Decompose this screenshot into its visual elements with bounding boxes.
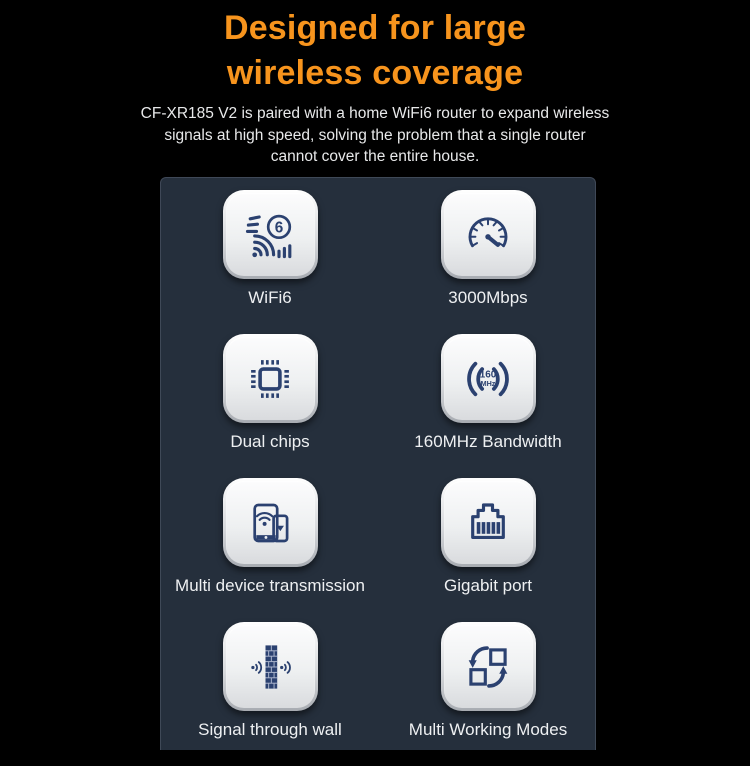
feature-cell-working-modes	[379, 622, 597, 766]
description-line-3: cannot cover the entire house.	[270, 148, 480, 165]
feature-label: WiFi6	[248, 288, 292, 307]
feature-cell-gigabit-port	[379, 478, 597, 622]
title-line-2: wireless coverage	[226, 54, 524, 92]
tile-face	[226, 481, 315, 564]
tile-face	[444, 625, 533, 708]
feature-label: 160MHz Bandwidth	[414, 432, 562, 451]
feature-label: Signal through wall	[198, 720, 342, 739]
feature-tile-160mhz	[441, 334, 536, 423]
bandwidth-icon	[460, 352, 516, 406]
svg-text:160: 160	[479, 369, 497, 381]
feature-tile-dual-chips	[223, 334, 318, 423]
feature-tile-through-wall	[223, 622, 318, 711]
feature-cell-dual-chips	[161, 334, 379, 478]
feature-label: Dual chips	[230, 432, 310, 451]
description-line-2: signals at high speed, solving the problem that a single router	[164, 126, 586, 144]
feature-label: 3000Mbps	[448, 288, 528, 307]
page-description	[0, 103, 750, 168]
feature-tile-3000mbps	[441, 190, 536, 279]
tile-face	[444, 481, 533, 564]
feature-cell-through-wall	[161, 622, 379, 766]
tile-face	[226, 625, 315, 708]
speedometer-icon	[460, 208, 516, 262]
feature-tile-gigabit-port	[441, 478, 536, 567]
wifi6-icon	[242, 208, 298, 262]
feature-cell-3000mbps	[379, 190, 597, 334]
page-title	[0, 6, 750, 96]
chip-icon	[242, 352, 298, 406]
feature-tile-multi-device	[223, 478, 318, 567]
tile-face	[444, 337, 533, 420]
feature-label: Multi Working Modes	[408, 720, 568, 739]
feature-cell-multi-device	[161, 478, 379, 622]
description-line-1: CF-XR185 V2 is paired with a home WiFi6 router to expand wireless	[140, 105, 610, 122]
feature-tile-working-modes	[441, 622, 536, 711]
feature-cell-wifi6	[161, 190, 379, 334]
feature-panel	[160, 177, 596, 750]
feature-tile-wifi6	[223, 190, 318, 279]
ethernet-port-icon	[460, 496, 516, 550]
title-line-1: Designed for large	[223, 9, 527, 47]
svg-text:MHz: MHz	[480, 378, 496, 388]
tile-face	[226, 337, 315, 420]
feature-label: Multi device transmission	[175, 576, 365, 595]
tile-face	[226, 193, 315, 276]
tile-face	[444, 193, 533, 276]
svg-text:6: 6	[274, 218, 284, 236]
feature-cell-160mhz	[379, 334, 597, 478]
header	[0, 0, 750, 168]
working-modes-icon	[460, 640, 516, 694]
wall-signal-icon	[242, 640, 298, 694]
feature-label: Gigabit port	[444, 576, 532, 595]
devices-icon	[242, 496, 298, 550]
